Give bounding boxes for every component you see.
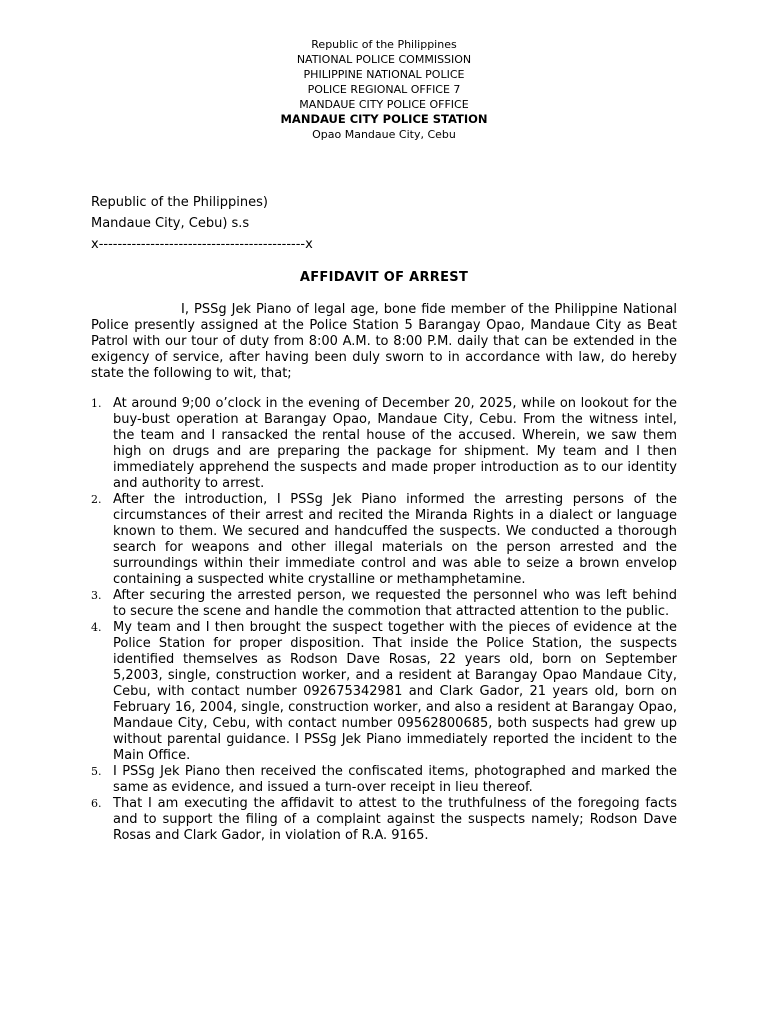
statement-item <box>91 764 677 796</box>
item-number: 2. <box>91 493 102 506</box>
venue-separator: x--------------------------------------------x <box>91 237 313 252</box>
document-title: AFFIDAVIT OF ARREST <box>299 270 469 285</box>
venue-block <box>91 192 313 255</box>
intro-paragraph: I, PSSg Jek Piano of legal age, bone fide member of the Philippine National Police presently assigned at the Police Station 5 Barangay Opao, Mandaue City as Beat Patrol with our tour of duty from 8:00 A.M. to 8:00 P.M. daily that can be extended in the exigency of service, after having been duly sworn to in accordance with law, do hereby state the following to wit, that; <box>91 302 677 381</box>
letterhead-station: MANDAUE CITY POLICE STATION <box>280 112 488 126</box>
statement-list <box>91 396 677 844</box>
item-text: My team and I then brought the suspect together with the pieces of evidence at the Police Station for proper disposition. That inside the Police Station, the suspects identified themselves as Rodson Dave Rosas, 22 years old, born on September 5,2003, single, construction worker, and a resident at Barangay Opao Mandaue City, Cebu, with contact number 092675342981 and Clark Gador, 21 years old, born on February 16, 2004, single, construction worker, and also a resident at Barangay Opao, Mandaue City, Cebu, with contact number 09562800685, both suspects had grew up without parental guidance. I PSSg Jek Piano immediately reported the incident to the Main Office. <box>113 620 677 763</box>
letterhead-pnp: PHILIPPINE NATIONAL POLICE <box>303 68 465 81</box>
item-text: That I am executing the affidavit to attest to the truthfulness of the foregoing facts and to support the filing of a complaint against the suspects namely; Rodson Dave Rosas and Clark Gador, in violation of R.A. 9165. <box>113 796 677 843</box>
statement-item <box>91 620 677 764</box>
item-number: 6. <box>91 797 102 810</box>
letterhead <box>0 37 768 142</box>
statement-item <box>91 796 677 844</box>
venue-republic: Republic of the Philippines) <box>91 195 268 210</box>
item-number: 5. <box>91 765 102 778</box>
letterhead-regional-office: POLICE REGIONAL OFFICE 7 <box>307 83 461 96</box>
letterhead-napolcom: NATIONAL POLICE COMMISSION <box>296 53 472 66</box>
letterhead-city-office: MANDAUE CITY POLICE OFFICE <box>299 98 469 111</box>
item-number: 3. <box>91 589 102 602</box>
statement-item <box>91 396 677 492</box>
statement-item <box>91 588 677 620</box>
item-text: At around 9;00 o’clock in the evening of December 20, 2025, while on lookout for the buy-bust operation at Barangay Opao, Mandaue City, Cebu. From the witness intel, the team and I ransacked the rental house of the accused. Wherein, we saw them high on drugs and are preparing the package for shipment. My team and I then immediately apprehend the suspects and made proper introduction as to our identity and authority to arrest. <box>113 396 677 491</box>
letterhead-republic: Republic of the Philippines <box>311 38 457 51</box>
item-number: 1. <box>91 397 102 410</box>
item-number: 4. <box>91 621 102 634</box>
statement-item <box>91 492 677 588</box>
venue-city: Mandaue City, Cebu) s.s <box>91 216 250 231</box>
item-text: After the introduction, I PSSg Jek Piano informed the arresting persons of the circumstances of their arrest and recited the Miranda Rights in a dialect or language known to them. We secured and handcuffed the suspects. We conducted a thorough search for weapons and other illegal materials on the person arrested and the surroundings within their immediate control and was able to seize a brown envelop containing a suspected white crystalline or methamphetamine. <box>113 492 677 587</box>
item-text: I PSSg Jek Piano then received the confiscated items, photographed and marked the same as evidence, and issued a turn-over receipt in lieu thereof. <box>113 764 677 795</box>
item-text: After securing the arrested person, we requested the personnel who was left behind to secure the scene and handle the commotion that attracted attention to the public. <box>113 588 677 619</box>
letterhead-address: Opao Mandaue City, Cebu <box>312 128 456 141</box>
